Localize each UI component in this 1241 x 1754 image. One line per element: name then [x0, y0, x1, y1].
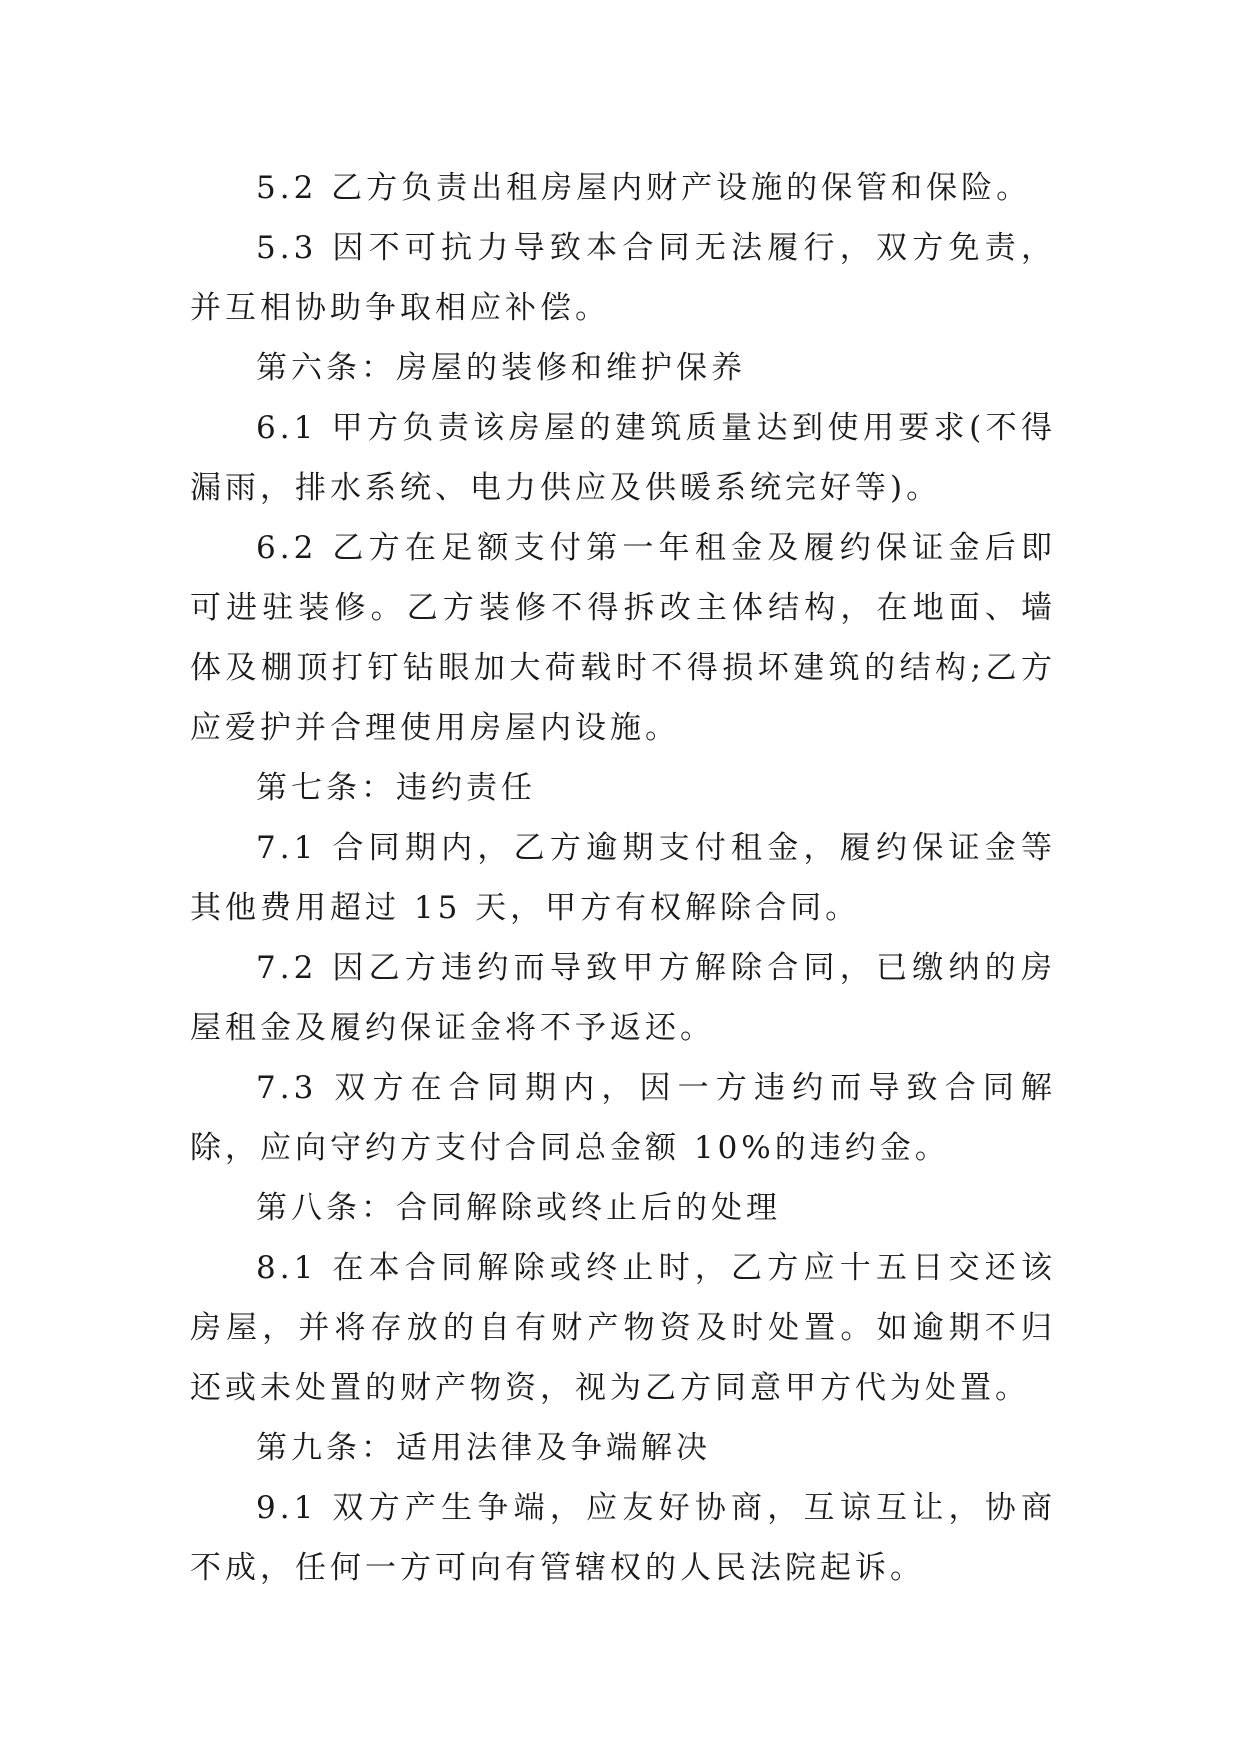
clause-6-2: 6.2 乙方在足额支付第一年租金及履约保证金后即可进驻装修。乙方装修不得拆改主体结构，在地面、墙体及棚顶打钉钻眼加大荷载时不得损坏建筑的结构;乙方应爱护并合理使用房屋内设施。 [190, 530, 1056, 746]
article-9-heading: 第九条：适用法律及争端解决 [256, 1430, 711, 1466]
article-6-heading: 第六条：房屋的装修和维护保养 [256, 350, 746, 386]
article-8-heading: 第八条：合同解除或终止后的处理 [256, 1190, 781, 1226]
clause-7-3: 7.3 双方在合同期内，因一方违约而导致合同解除，应向守约方支付合同总金额 10%的违约金。 [190, 1070, 1056, 1166]
clause-6-1: 6.1 甲方负责该房屋的建筑质量达到使用要求(不得漏雨，排水系统、电力供应及供暖系统完好等)。 [190, 410, 1056, 506]
clause-7-1: 7.1 合同期内，乙方逾期支付租金，履约保证金等其他费用超过 15 天，甲方有权解除合同。 [190, 830, 1056, 926]
clause-8-1: 8.1 在本合同解除或终止时，乙方应十五日交还该房屋，并将存放的自有财产物资及时处置。如逾期不归还或未处置的财产物资，视为乙方同意甲方代为处置。 [190, 1250, 1056, 1406]
clause-5-3: 5.3 因不可抗力导致本合同无法履行，双方免责，并互相协助争取相应补偿。 [190, 230, 1056, 326]
article-7-heading: 第七条：违约责任 [256, 770, 536, 806]
clause-5-2: 5.2 乙方负责出租房屋内财产设施的保管和保险。 [256, 170, 1032, 206]
clause-7-2: 7.2 因乙方违约而导致甲方解除合同，已缴纳的房屋租金及履约保证金将不予返还。 [190, 950, 1056, 1046]
document-body [190, 158, 1056, 1598]
clause-9-1: 9.1 双方产生争端，应友好协商，互谅互让，协商不成，任何一方可向有管辖权的人民法院起诉。 [190, 1490, 1056, 1586]
